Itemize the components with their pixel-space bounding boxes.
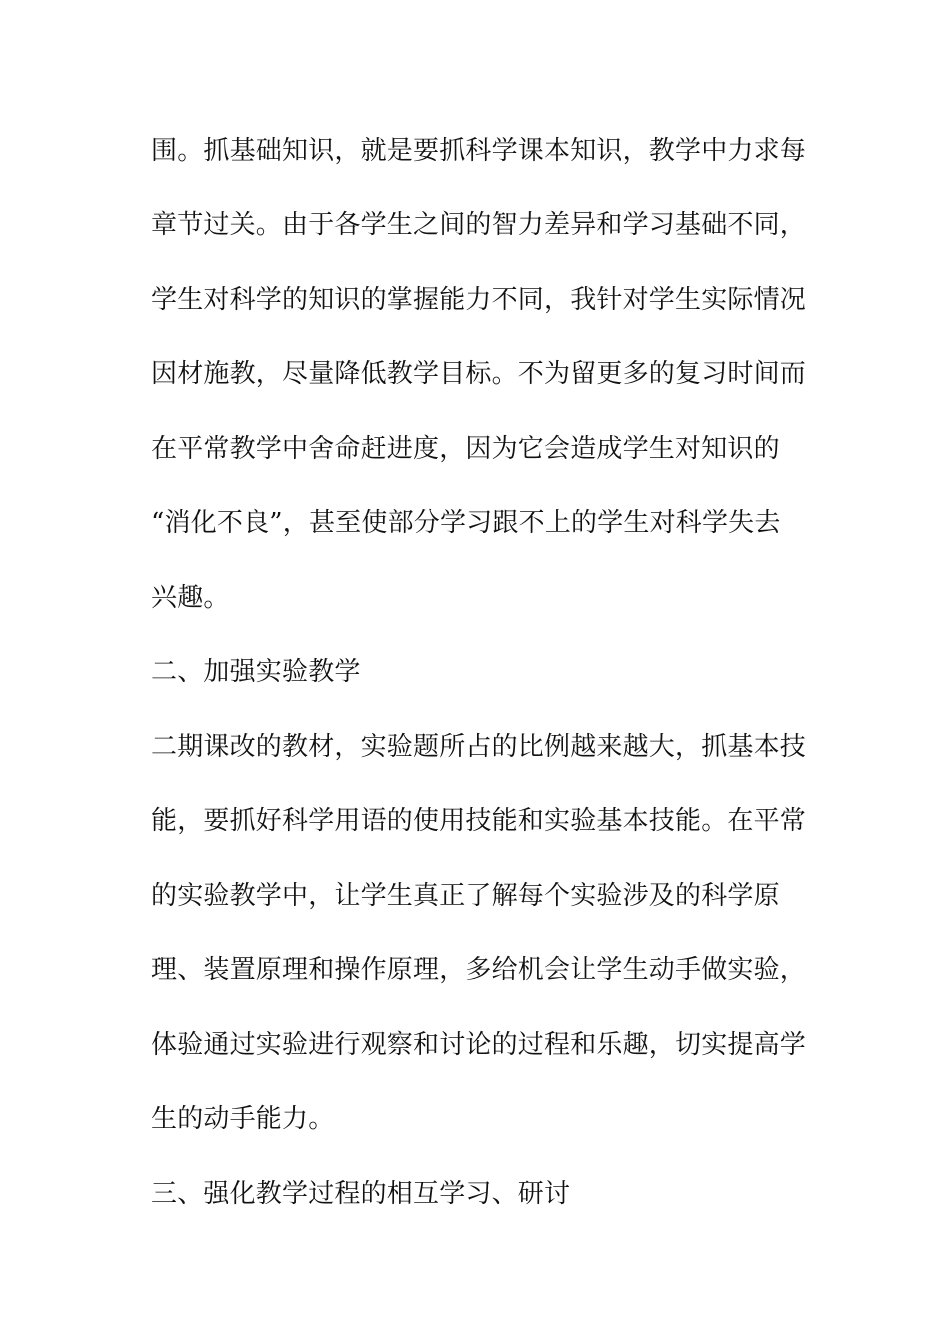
body-text-line: 生的动手能力。: [151, 1104, 335, 1134]
body-text-line: “消化不良”，甚至使部分学习跟不上的学生对科学失去: [151, 508, 781, 538]
body-text-line: 的实验教学中，让学生真正了解每个实验涉及的科学原: [151, 881, 780, 911]
body-text-line: 兴趣。: [151, 583, 230, 613]
body-text-line: 能，要抓好科学用语的使用技能和实验基本技能。在平常: [151, 806, 807, 836]
body-text-line: 章节过关。由于各学生之间的智力差异和学习基础不同，: [151, 210, 807, 240]
body-text-line: 二期课改的教材，实验题所占的比例越来越大，抓基本技: [151, 732, 807, 762]
body-text-line: 围。抓基础知识，就是要抓科学课本知识，教学中力求每: [151, 136, 807, 166]
body-text-line: 体验通过实验进行观察和讨论的过程和乐趣，切实提高学: [151, 1030, 807, 1060]
section-heading: 三、强化教学过程的相互学习、研讨: [151, 1179, 571, 1209]
body-text-line: 理、装置原理和操作原理，多给机会让学生动手做实验，: [151, 955, 807, 985]
body-text-line: 学生对科学的知识的掌握能力不同，我针对学生实际情况: [151, 285, 807, 315]
body-text-line: 因材施教，尽量降低教学目标。不为留更多的复习时间而: [151, 359, 807, 389]
body-text-line: 在平常教学中舍命赶进度，因为它会造成学生对知识的: [151, 434, 780, 464]
section-heading: 二、加强实验教学: [151, 657, 361, 687]
